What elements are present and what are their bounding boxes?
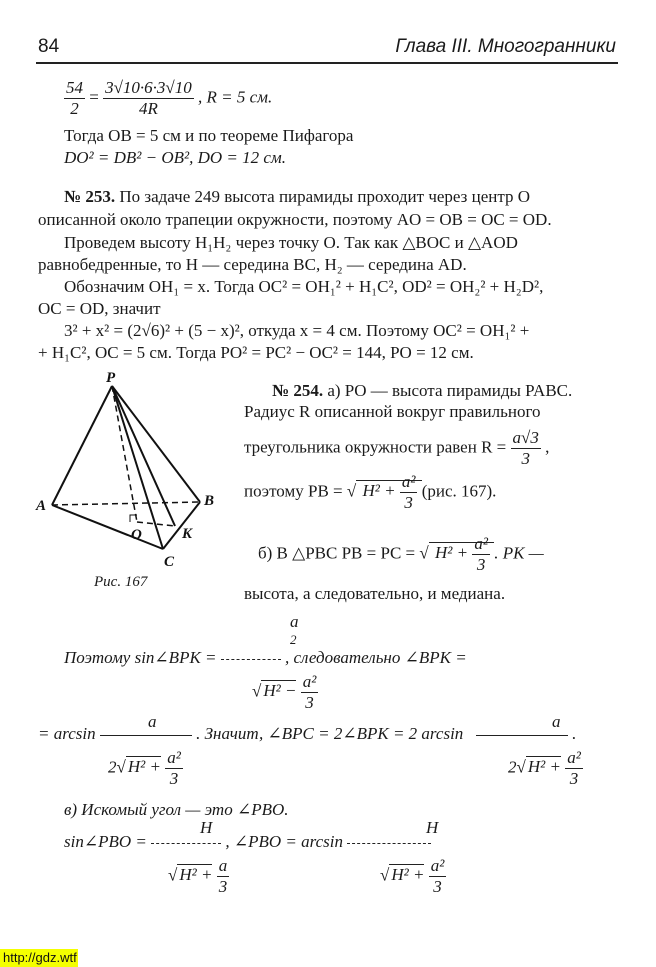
coefficient: 2 bbox=[108, 757, 117, 777]
label-A: A bbox=[36, 498, 47, 514]
fraction-denominator: 3 bbox=[169, 769, 179, 788]
text-span: , bbox=[545, 437, 550, 457]
fraction bbox=[400, 472, 418, 513]
radical-symbol: √ bbox=[168, 865, 178, 885]
problem-number: № 253. bbox=[64, 187, 116, 206]
fraction-bar bbox=[476, 735, 568, 736]
footer-link[interactable]: http://gdz.wtf bbox=[3, 950, 77, 965]
text-span: , следовательно ∠BPK = bbox=[285, 648, 467, 667]
fraction-left bbox=[64, 78, 85, 119]
problem-254-line-1 bbox=[272, 381, 572, 401]
formula-tail: , R = 5 см. bbox=[198, 87, 273, 107]
fraction-bar bbox=[221, 659, 281, 660]
fraction-bar bbox=[100, 735, 192, 736]
fraction bbox=[429, 856, 447, 897]
text-span: . bbox=[571, 724, 577, 743]
fraction-numerator: a² bbox=[474, 534, 488, 553]
pbo-line bbox=[64, 832, 431, 852]
text-line: DO² = DB² − OB², DO = 12 см. bbox=[64, 148, 287, 167]
fraction bbox=[165, 748, 183, 789]
label-B: B bbox=[204, 493, 215, 509]
edge-PA bbox=[52, 386, 112, 505]
radicand bbox=[356, 472, 421, 512]
radicand bbox=[429, 534, 494, 574]
text-span: Поэтому sin∠BPK = bbox=[64, 648, 217, 667]
text-line: Проведем высоту H₁H₂ через точку O. Так как △BOC и △AOD bbox=[64, 233, 518, 252]
radicand-text: H² + bbox=[179, 865, 213, 885]
fraction-numerator: a² bbox=[167, 748, 181, 767]
fraction bbox=[472, 534, 490, 575]
radical-symbol: √ bbox=[346, 481, 357, 501]
fraction-denominator: 2 bbox=[70, 99, 79, 118]
radicand-text: H² + bbox=[127, 757, 161, 777]
label-P: P bbox=[106, 372, 116, 386]
fraction-numerator: a² bbox=[401, 472, 416, 491]
fraction bbox=[511, 428, 541, 469]
text-span: . PK — bbox=[494, 543, 544, 563]
problem-number: № 254. bbox=[272, 381, 324, 400]
edge-AB-hidden bbox=[52, 502, 200, 505]
radical-symbol: √ bbox=[116, 757, 126, 777]
fraction bbox=[217, 856, 230, 897]
fraction-denominator: 3 bbox=[218, 877, 228, 896]
text-line-with-root bbox=[244, 472, 496, 513]
radicand-text: H² + bbox=[362, 481, 396, 501]
pbo-num-2: H bbox=[426, 818, 439, 837]
root-denominator bbox=[252, 672, 318, 713]
arcsin-num-2: a bbox=[552, 712, 561, 731]
arcsin-num: a bbox=[148, 712, 157, 731]
radicand-text: H² + bbox=[434, 543, 469, 563]
header-divider bbox=[36, 62, 618, 64]
fraction-denominator: 3 bbox=[569, 769, 579, 788]
sin-fraction-mid: 2 bbox=[290, 632, 297, 647]
fraction-numerator: a² bbox=[567, 748, 581, 767]
sin-fraction-top: a bbox=[290, 612, 299, 631]
fraction-numerator: 54 bbox=[66, 78, 83, 97]
page-number: 84 bbox=[38, 36, 60, 57]
radical-symbol: √ bbox=[419, 543, 429, 563]
label-K: K bbox=[182, 526, 193, 542]
arcsin-denominator-2 bbox=[508, 748, 583, 789]
label-O: O bbox=[131, 527, 142, 543]
fraction-denominator: 3 bbox=[433, 877, 442, 896]
fraction-denominator: 3 bbox=[521, 449, 530, 468]
fraction-bar bbox=[151, 843, 221, 844]
radical-symbol: √ bbox=[516, 757, 526, 777]
arcsin-denominator bbox=[108, 748, 183, 789]
text-line: + H₁C², OC = 5 см. Тогда PO² = PC² − OC² = 144, PO = 12 см. bbox=[38, 343, 474, 362]
pbo-num: H bbox=[200, 818, 213, 837]
edge-AC bbox=[52, 505, 163, 549]
text-line: в) Искомый угол — это ∠PBO. bbox=[64, 800, 289, 819]
fraction-numerator: a² bbox=[302, 672, 317, 691]
text-line: описанной около трапеции окружности, поэтому AO = OB = OC = OD. bbox=[38, 210, 552, 229]
text-span: . Значит, ∠BPC = 2∠BPK = 2 arcsin bbox=[196, 724, 464, 743]
fraction-denominator: 4R bbox=[138, 99, 158, 118]
fraction-denominator: 3 bbox=[305, 693, 314, 712]
text-line: Тогда OB = 5 см и по теореме Пифагора bbox=[64, 126, 354, 145]
pbo-denominator-2 bbox=[380, 856, 446, 897]
text-span: , ∠PBO = arcsin bbox=[225, 832, 343, 851]
edge-PC bbox=[112, 386, 163, 549]
radical-symbol: √ bbox=[380, 865, 390, 885]
radicand-text: H² − bbox=[263, 681, 297, 701]
figure-caption: Рис. 167 bbox=[94, 574, 148, 590]
fraction-numerator: a² bbox=[430, 856, 445, 875]
radicand-text: H² + bbox=[391, 865, 425, 885]
chapter-title: Глава III. Многогранники bbox=[395, 36, 616, 57]
text-span: (рис. 167). bbox=[421, 481, 497, 501]
pbo-denominator bbox=[168, 856, 229, 897]
radical-symbol: √ bbox=[252, 681, 262, 701]
text-span: = arcsin bbox=[38, 724, 96, 743]
fraction-numerator: a bbox=[218, 856, 228, 875]
text-line: 3² + x² = (2√6)² + (5 − x)², откуда x = 4 см. Поэтому OC² = OH₁² + bbox=[64, 321, 530, 340]
fraction-denominator: 3 bbox=[476, 555, 486, 574]
text-span: поэтому PB = bbox=[244, 481, 343, 501]
text-line: высота, а следовательно, и медиана. bbox=[244, 584, 506, 603]
coefficient: 2 bbox=[508, 757, 517, 777]
formula-line-1 bbox=[64, 78, 272, 119]
arcsin-line bbox=[38, 724, 576, 744]
fraction-right bbox=[103, 78, 194, 119]
fraction-bar bbox=[347, 843, 431, 844]
fraction-denominator: 3 bbox=[404, 493, 413, 512]
radicand-text: H² + bbox=[527, 757, 561, 777]
label-C: C bbox=[164, 554, 175, 570]
text-line: Обозначим OH₁ = x. Тогда OC² = OH₁² + H₁C², OD² = OH₂² + H₂D², bbox=[64, 277, 544, 296]
sin-BPK-line bbox=[64, 648, 467, 668]
equals-sign: = bbox=[89, 87, 99, 107]
problem-253-line-1 bbox=[64, 187, 530, 207]
fraction-numerator: 3√10·6·3√10 bbox=[105, 78, 192, 97]
pyramid-figure bbox=[30, 372, 230, 572]
text-line: OC = OD, значит bbox=[38, 299, 161, 318]
text-span: sin∠PBO = bbox=[64, 832, 147, 851]
text-line-with-root bbox=[258, 534, 544, 575]
fraction-numerator: a√3 bbox=[512, 428, 539, 447]
text-span: треугольника окружности равен R = bbox=[244, 437, 507, 457]
text-span: По задаче 249 высота пирамиды проходит через центр O bbox=[119, 187, 531, 206]
text-span: б) В △PBC PB = PC = bbox=[258, 543, 416, 563]
fraction bbox=[565, 748, 583, 789]
text-span: а) PO — высота пирамиды PABC. bbox=[327, 381, 573, 400]
text-line-with-fraction bbox=[244, 428, 549, 469]
fraction bbox=[301, 672, 319, 713]
text-line: равнобедренные, то H — середина BC, H₂ — середина AD. bbox=[38, 255, 467, 274]
text-line: Радиус R описанной вокруг правильного bbox=[244, 402, 541, 421]
